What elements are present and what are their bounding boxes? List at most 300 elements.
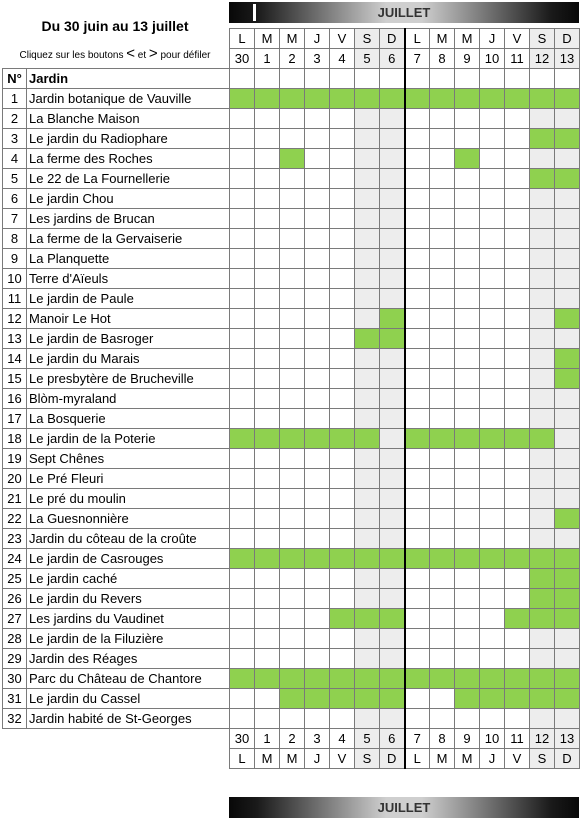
garden-number: 26 (3, 589, 27, 609)
availability-cell (230, 289, 255, 309)
availability-cell (305, 289, 330, 309)
availability-cell (330, 249, 355, 269)
availability-cell (380, 249, 405, 269)
day-letter: L (230, 29, 255, 49)
garden-name: Le pré du moulin (27, 489, 230, 509)
availability-cell-open (280, 689, 305, 709)
availability-cell (480, 649, 505, 669)
day-letter: J (480, 29, 505, 49)
availability-cell (230, 109, 255, 129)
availability-cell (280, 589, 305, 609)
availability-cell (255, 369, 280, 389)
availability-cell (355, 289, 380, 309)
availability-cell (405, 489, 430, 509)
availability-cell-open (280, 89, 305, 109)
garden-name: Le 22 de La Fournellerie (27, 169, 230, 189)
availability-cell-open (230, 89, 255, 109)
day-letter: V (330, 29, 355, 49)
availability-cell (280, 609, 305, 629)
availability-cell (555, 329, 580, 349)
availability-cell (230, 709, 255, 729)
day-letter: M (455, 29, 480, 49)
availability-cell (455, 309, 480, 329)
day-date: 10 (480, 49, 505, 69)
availability-cell (505, 629, 530, 649)
availability-cell (230, 589, 255, 609)
availability-cell (280, 229, 305, 249)
availability-cell (505, 409, 530, 429)
garden-number: 21 (3, 489, 27, 509)
availability-cell-open (280, 549, 305, 569)
availability-cell-open (305, 689, 330, 709)
header-blank-cell (530, 69, 555, 89)
availability-cell (480, 609, 505, 629)
availability-cell-open (455, 669, 480, 689)
availability-cell (530, 509, 555, 529)
availability-cell (330, 269, 355, 289)
availability-cell (355, 269, 380, 289)
garden-row (3, 409, 580, 429)
availability-cell (230, 369, 255, 389)
availability-cell-open (555, 549, 580, 569)
availability-cell (280, 349, 305, 369)
availability-cell (355, 709, 380, 729)
garden-row (3, 529, 580, 549)
availability-cell (405, 269, 430, 289)
availability-cell (255, 209, 280, 229)
availability-cell (230, 229, 255, 249)
day-letter: M (280, 749, 305, 769)
garden-name: La Bosquerie (27, 409, 230, 429)
availability-cell (255, 629, 280, 649)
availability-cell-open (430, 669, 455, 689)
availability-cell (430, 489, 455, 509)
availability-cell (305, 509, 330, 529)
availability-cell (430, 249, 455, 269)
availability-cell (405, 589, 430, 609)
availability-cell (480, 329, 505, 349)
footer-letter-row-spacer-num (3, 749, 27, 769)
availability-cell-open (305, 89, 330, 109)
day-date: 8 (430, 729, 455, 749)
garden-number: 30 (3, 669, 27, 689)
availability-cell (530, 469, 555, 489)
availability-cell (455, 289, 480, 309)
header-blank-cell (280, 69, 305, 89)
availability-cell (255, 189, 280, 209)
availability-cell-open (505, 549, 530, 569)
availability-cell-open (230, 429, 255, 449)
availability-cell (505, 189, 530, 209)
header-blank-cell (305, 69, 330, 89)
availability-cell (380, 129, 405, 149)
garden-number: 29 (3, 649, 27, 669)
availability-cell (330, 289, 355, 309)
availability-cell (305, 109, 330, 129)
availability-cell (355, 209, 380, 229)
availability-cell (505, 509, 530, 529)
day-letter: V (505, 749, 530, 769)
availability-cell (355, 649, 380, 669)
availability-cell (255, 489, 280, 509)
garden-number: 1 (3, 89, 27, 109)
day-date: 12 (530, 729, 555, 749)
month-bar-bottom[interactable] (229, 797, 579, 818)
garden-name: La Guesnonnière (27, 509, 230, 529)
availability-cell (355, 529, 380, 549)
availability-cell (555, 629, 580, 649)
letter-row-spacer-name (27, 29, 230, 49)
availability-cell-open (430, 89, 455, 109)
availability-cell (305, 709, 330, 729)
availability-cell (380, 649, 405, 669)
availability-cell (330, 329, 355, 349)
availability-cell (430, 469, 455, 489)
availability-cell-open (280, 429, 305, 449)
availability-cell-open (530, 609, 555, 629)
availability-cell (380, 449, 405, 469)
availability-cell (530, 289, 555, 309)
availability-cell-open (530, 689, 555, 709)
availability-cell (405, 289, 430, 309)
availability-cell (330, 489, 355, 509)
availability-cell (530, 309, 555, 329)
availability-cell-open (380, 89, 405, 109)
availability-cell (305, 409, 330, 429)
garden-number: 2 (3, 109, 27, 129)
garden-name: Jardin du côteau de la croûte (27, 529, 230, 549)
availability-cell (530, 269, 555, 289)
garden-number: 18 (3, 429, 27, 449)
day-letter: L (405, 29, 430, 49)
availability-cell (405, 389, 430, 409)
availability-cell (330, 509, 355, 529)
availability-cell (305, 189, 330, 209)
availability-cell (355, 589, 380, 609)
availability-cell (480, 409, 505, 429)
day-letter: M (430, 29, 455, 49)
availability-cell (530, 349, 555, 369)
availability-cell (380, 429, 405, 449)
availability-cell (430, 349, 455, 369)
availability-cell (430, 609, 455, 629)
day-date: 2 (280, 729, 305, 749)
availability-cell (430, 529, 455, 549)
availability-cell (555, 109, 580, 129)
availability-cell (280, 289, 305, 309)
availability-cell (405, 189, 430, 209)
availability-cell (555, 269, 580, 289)
availability-cell (330, 109, 355, 129)
availability-cell (230, 329, 255, 349)
availability-cell (405, 709, 430, 729)
availability-cell (355, 229, 380, 249)
availability-cell (255, 709, 280, 729)
garden-name: Manoir Le Hot (27, 309, 230, 329)
day-date: 11 (505, 49, 530, 69)
availability-cell (555, 649, 580, 669)
availability-cell-open (305, 669, 330, 689)
garden-name: Le jardin de la Poterie (27, 429, 230, 449)
scroll-prev-button[interactable] (253, 4, 256, 21)
availability-cell (480, 209, 505, 229)
availability-cell-open (255, 669, 280, 689)
availability-cell-open (505, 689, 530, 709)
availability-cell (455, 129, 480, 149)
availability-cell (355, 309, 380, 329)
garden-row (3, 309, 580, 329)
availability-cell (405, 609, 430, 629)
availability-cell (255, 149, 280, 169)
availability-cell (555, 149, 580, 169)
availability-cell (405, 649, 430, 669)
availability-cell (255, 529, 280, 549)
availability-cell-open (355, 429, 380, 449)
availability-cell-open (555, 369, 580, 389)
garden-name: Le jardin caché (27, 569, 230, 589)
day-letter: V (330, 749, 355, 769)
availability-cell (330, 149, 355, 169)
availability-cell (555, 249, 580, 269)
day-letter: S (530, 749, 555, 769)
availability-cell-open (255, 429, 280, 449)
garden-row (3, 489, 580, 509)
garden-number: 4 (3, 149, 27, 169)
availability-cell (430, 329, 455, 349)
availability-cell-open (230, 549, 255, 569)
garden-row (3, 169, 580, 189)
availability-cell (255, 129, 280, 149)
availability-cell (330, 309, 355, 329)
availability-cell (455, 649, 480, 669)
day-letter: D (380, 29, 405, 49)
availability-cell (430, 129, 455, 149)
garden-row (3, 269, 580, 289)
garden-row (3, 389, 580, 409)
availability-cell-open (455, 149, 480, 169)
availability-cell (455, 369, 480, 389)
availability-cell (355, 129, 380, 149)
availability-cell (405, 629, 430, 649)
footer-letter-row (3, 749, 580, 769)
availability-cell (455, 329, 480, 349)
availability-cell (280, 369, 305, 389)
footer-date-row-spacer-num (3, 729, 27, 749)
availability-cell (280, 569, 305, 589)
garden-number: 12 (3, 309, 27, 329)
availability-cell (455, 389, 480, 409)
availability-cell (380, 409, 405, 429)
availability-cell (330, 709, 355, 729)
availability-cell (255, 109, 280, 129)
day-letter: L (405, 749, 430, 769)
availability-cell-open (330, 609, 355, 629)
availability-cell (505, 469, 530, 489)
month-label-bottom: JUILLET (377, 800, 431, 815)
availability-cell (480, 189, 505, 209)
availability-cell-open (555, 669, 580, 689)
availability-cell-open (330, 689, 355, 709)
availability-cell (380, 529, 405, 549)
availability-cell-open (480, 89, 505, 109)
availability-cell (255, 349, 280, 369)
availability-cell (330, 349, 355, 369)
availability-cell (455, 189, 480, 209)
availability-cell (305, 149, 330, 169)
column-header-row (3, 69, 580, 89)
date-row-spacer-name (27, 49, 230, 69)
day-date: 4 (330, 49, 355, 69)
garden-name: La Planquette (27, 249, 230, 269)
availability-cell (430, 449, 455, 469)
availability-cell-open (280, 149, 305, 169)
garden-number: 14 (3, 349, 27, 369)
availability-cell (380, 189, 405, 209)
date-row-spacer-num (3, 49, 27, 69)
garden-name: La ferme de la Gervaiserie (27, 229, 230, 249)
availability-cell (355, 629, 380, 649)
availability-cell (455, 609, 480, 629)
availability-cell (330, 449, 355, 469)
availability-cell (530, 249, 555, 269)
header-blank-cell (455, 69, 480, 89)
availability-cell (555, 449, 580, 469)
availability-cell (230, 129, 255, 149)
availability-cell-open (230, 669, 255, 689)
availability-cell (280, 709, 305, 729)
availability-cell-open (480, 429, 505, 449)
availability-cell-open (480, 549, 505, 569)
availability-cell (305, 169, 330, 189)
availability-cell (455, 709, 480, 729)
column-header-name: Jardin (27, 69, 230, 89)
availability-cell (505, 289, 530, 309)
garden-number: 10 (3, 269, 27, 289)
availability-cell (530, 529, 555, 549)
day-letter: M (455, 749, 480, 769)
garden-number: 5 (3, 169, 27, 189)
availability-cell (455, 109, 480, 129)
day-date: 6 (380, 729, 405, 749)
availability-cell (555, 289, 580, 309)
availability-cell (355, 189, 380, 209)
garden-row (3, 129, 580, 149)
header-blank-cell (380, 69, 405, 89)
availability-cell (305, 349, 330, 369)
day-date: 3 (305, 49, 330, 69)
header-blank-cell (480, 69, 505, 89)
garden-name: Le jardin de Paule (27, 289, 230, 309)
availability-cell (555, 389, 580, 409)
garden-row (3, 649, 580, 669)
availability-cell (330, 649, 355, 669)
availability-cell-open (330, 549, 355, 569)
availability-cell (405, 309, 430, 329)
hint-text-end: pour défiler (160, 50, 211, 61)
garden-row (3, 149, 580, 169)
availability-cell (380, 589, 405, 609)
garden-name: La ferme des Roches (27, 149, 230, 169)
header-blank-cell (355, 69, 380, 89)
availability-cell (305, 449, 330, 469)
availability-cell (505, 309, 530, 329)
availability-cell (430, 589, 455, 609)
availability-cell-open (330, 669, 355, 689)
availability-cell (230, 449, 255, 469)
day-date: 7 (405, 729, 430, 749)
day-letter: J (480, 749, 505, 769)
availability-cell (255, 269, 280, 289)
availability-cell (405, 349, 430, 369)
availability-cell (355, 409, 380, 429)
availability-cell (230, 569, 255, 589)
availability-cell (255, 329, 280, 349)
header-blank-cell (255, 69, 280, 89)
availability-cell (230, 629, 255, 649)
availability-cell (330, 589, 355, 609)
garden-calendar-grid (2, 28, 580, 769)
availability-cell (430, 569, 455, 589)
availability-cell-open (380, 549, 405, 569)
month-bar-top[interactable] (229, 2, 579, 23)
availability-cell (505, 229, 530, 249)
availability-cell (280, 509, 305, 529)
day-letter: D (555, 29, 580, 49)
availability-cell (455, 629, 480, 649)
availability-cell (480, 109, 505, 129)
availability-cell (505, 109, 530, 129)
availability-cell (455, 449, 480, 469)
availability-cell (405, 169, 430, 189)
availability-cell (280, 409, 305, 429)
garden-row (3, 429, 580, 449)
availability-cell (330, 189, 355, 209)
garden-row (3, 289, 580, 309)
availability-cell (480, 369, 505, 389)
garden-number: 7 (3, 209, 27, 229)
column-header-num: N° (3, 69, 27, 89)
availability-cell (230, 409, 255, 429)
availability-cell (355, 249, 380, 269)
availability-cell (505, 169, 530, 189)
availability-cell (505, 349, 530, 369)
availability-cell-open (455, 549, 480, 569)
day-date: 13 (555, 729, 580, 749)
availability-cell-open (455, 429, 480, 449)
availability-cell-open (330, 429, 355, 449)
availability-cell (355, 349, 380, 369)
day-date: 1 (255, 49, 280, 69)
day-date: 6 (380, 49, 405, 69)
availability-cell (280, 389, 305, 409)
availability-cell (455, 489, 480, 509)
availability-cell-open (505, 89, 530, 109)
garden-number: 27 (3, 609, 27, 629)
day-date: 2 (280, 49, 305, 69)
availability-cell (530, 409, 555, 429)
availability-cell-open (455, 89, 480, 109)
availability-cell (505, 709, 530, 729)
header-blank-cell (330, 69, 355, 89)
availability-cell-open (480, 689, 505, 709)
availability-cell (355, 109, 380, 129)
availability-cell (430, 629, 455, 649)
garden-row (3, 449, 580, 469)
availability-cell-open (430, 429, 455, 449)
availability-cell (455, 169, 480, 189)
availability-cell (480, 449, 505, 469)
availability-cell (355, 509, 380, 529)
